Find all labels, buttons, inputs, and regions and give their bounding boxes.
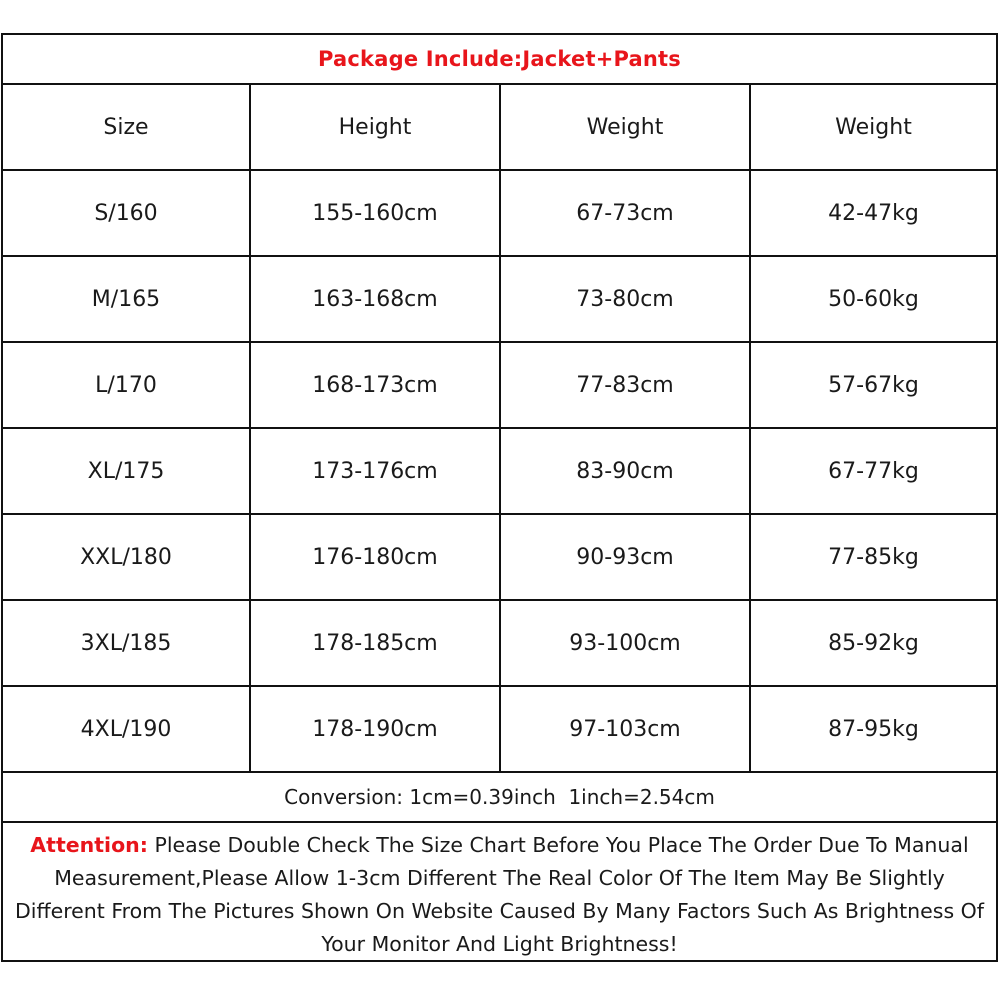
table-cell-size: XL/175: [3, 429, 251, 515]
table-cell-size: 4XL/190: [3, 687, 251, 773]
table-cell-weight-kg: 57-67kg: [751, 343, 996, 429]
table-cell-height: 178-185cm: [251, 601, 501, 687]
header-weight-kg: Weight: [751, 85, 996, 171]
table-cell-height: 163-168cm: [251, 257, 501, 343]
table-cell-weight: 67-73cm: [501, 171, 751, 257]
package-include-title: Package Include:Jacket+Pants: [3, 35, 996, 85]
table-cell-weight-kg: 42-47kg: [751, 171, 996, 257]
table-cell-size: M/165: [3, 257, 251, 343]
size-chart: [1, 33, 998, 962]
table-cell-weight-kg: 77-85kg: [751, 515, 996, 601]
table-cell-height: 155-160cm: [251, 171, 501, 257]
attention-note: [3, 823, 996, 960]
table-cell-weight: 97-103cm: [501, 687, 751, 773]
header-size: Size: [3, 85, 251, 171]
attention-label: Attention:: [30, 833, 148, 857]
table-cell-weight: 73-80cm: [501, 257, 751, 343]
table-cell-weight: 90-93cm: [501, 515, 751, 601]
table-cell-height: 173-176cm: [251, 429, 501, 515]
size-table: [3, 85, 996, 773]
table-cell-weight-kg: 67-77kg: [751, 429, 996, 515]
table-cell-height: 178-190cm: [251, 687, 501, 773]
table-cell-weight-kg: 87-95kg: [751, 687, 996, 773]
table-cell-height: 176-180cm: [251, 515, 501, 601]
table-cell-weight-kg: 85-92kg: [751, 601, 996, 687]
attention-text: Please Double Check The Size Chart Before You Place The Order Due To Manual Measurement,Please Allow 1-3cm Different The Real Color Of The Item May Be Slightly Different From The Pictures Shown On Website Caused By Many Factors Such As Brightness Of Your Monitor And Light Brightness!: [14, 833, 984, 956]
table-cell-weight: 83-90cm: [501, 429, 751, 515]
table-cell-size: XXL/180: [3, 515, 251, 601]
conversion-note: Conversion: 1cm=0.39inch 1inch=2.54cm: [3, 773, 996, 823]
table-cell-size: S/160: [3, 171, 251, 257]
header-height: Height: [251, 85, 501, 171]
table-cell-size: 3XL/185: [3, 601, 251, 687]
table-cell-height: 168-173cm: [251, 343, 501, 429]
table-cell-weight: 93-100cm: [501, 601, 751, 687]
header-weight: Weight: [501, 85, 751, 171]
table-cell-size: L/170: [3, 343, 251, 429]
table-cell-weight: 77-83cm: [501, 343, 751, 429]
table-cell-weight-kg: 50-60kg: [751, 257, 996, 343]
